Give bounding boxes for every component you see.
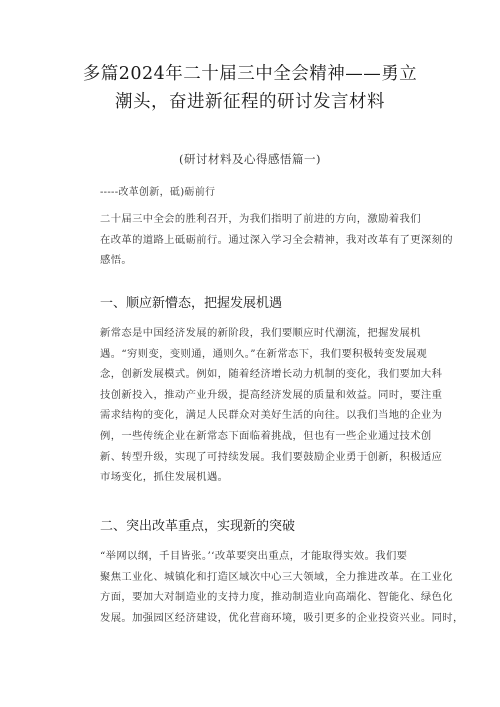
paragraph-line: 念，创新发展模式。例如，随着经济增长动力机制的变化，我们要加大科 bbox=[100, 368, 443, 381]
paragraph-line: 发展。加强园区经济建设，优化营商环境，吸引更多的企业投资兴业。同时， bbox=[100, 611, 464, 624]
paragraph-line: 市场变化，抓住发展机遇。 bbox=[100, 471, 229, 484]
paragraph-line: 技创新投入，推动产业升级，提高经济发展的质量和效益。同时，要注重 bbox=[100, 388, 443, 401]
section-2-paragraph bbox=[100, 546, 464, 628]
section-1-paragraph bbox=[100, 323, 443, 488]
intro-paragraph bbox=[100, 209, 453, 271]
paragraph-line: “举网以纲，千目皆张。’‘改革要突出重点，才能取得实效。我们要 bbox=[100, 550, 408, 562]
paragraph-line: 新常态是中国经济发展的新阶段，我们要顺应时代潮流，把握发展机 bbox=[100, 327, 421, 339]
paragraph-line: 在改革的道路上砥砺前行。通过深入学习全会精神，我对改革有了更深刻的 bbox=[100, 233, 453, 246]
section-heading-2: 二、突出改革重点，实现新的突破 bbox=[100, 519, 296, 534]
document-subtitle: (研讨材料及心得感悟篇一) bbox=[179, 152, 321, 166]
paragraph-line: 遇。“穷则变，变则通，通则久。”在新常态下，我们要积极转变发展观 bbox=[100, 347, 428, 360]
paragraph-line: 感悟。 bbox=[100, 254, 133, 267]
paragraph-line: 聚焦工业化、城镇化和打造区域次中心三大领域，全力推进改革。在工业化 bbox=[100, 570, 453, 583]
title-line: 潮头，奋进新征程的研讨发言材料 bbox=[115, 92, 385, 112]
paragraph-line: 方面，要加大对制造业的支持力度，推动制造业向高端化、智能化、绿色化 bbox=[100, 591, 453, 604]
document-title bbox=[70, 60, 430, 116]
paragraph-line: 需求结构的变化，满足人民群众对美好生活的向往。以我们当地的企业为 bbox=[100, 409, 443, 422]
section-heading-1: 一、顺应新懵态，把握发展机遇 bbox=[100, 296, 283, 311]
title-line: 多篇2024年二十届三中全会精神——勇立 bbox=[82, 64, 418, 84]
paragraph-line: 二十届三中全会的胜利召开，为我们指明了前进的方向，激励着我们 bbox=[100, 213, 421, 225]
document-byline: -----改革创新，砥)砺前行 bbox=[100, 187, 216, 198]
paragraph-line: 例，一些传统企业在新常态下面临着挑战，但也有一些企业通过技术创 bbox=[100, 429, 432, 442]
paragraph-line: 新、转型升级，实现了可持续发展。我们要鼓励企业勇于创新，积极适应 bbox=[100, 450, 443, 463]
